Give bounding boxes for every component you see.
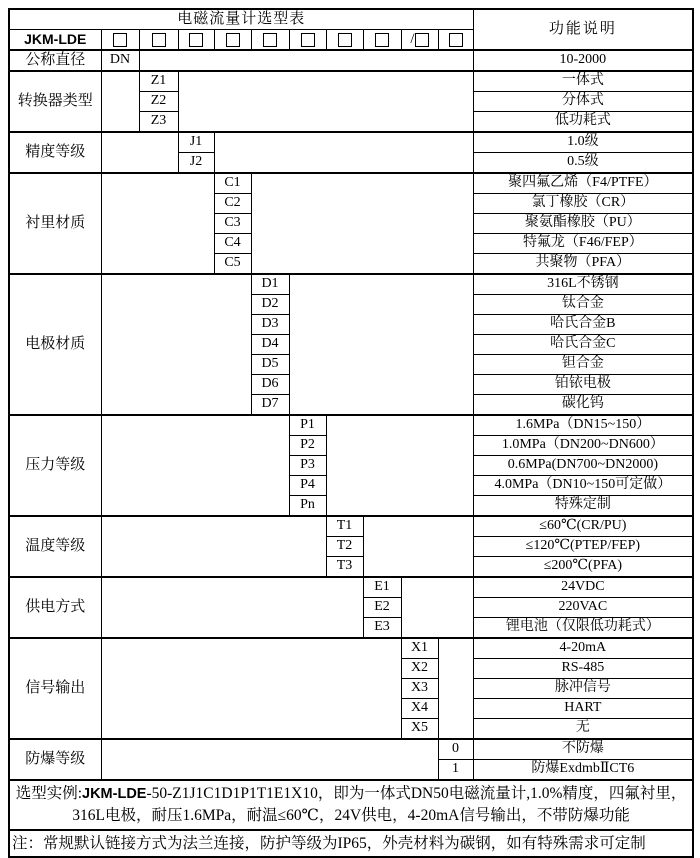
option-desc: 脉冲信号 bbox=[473, 679, 693, 699]
option-code: 0 bbox=[438, 739, 473, 760]
option-desc: 0.5级 bbox=[473, 153, 693, 174]
checkbox-icon bbox=[301, 33, 315, 47]
option-row bbox=[9, 577, 693, 598]
option-code: X4 bbox=[401, 699, 438, 719]
option-desc: 4-20mA bbox=[473, 638, 693, 659]
option-desc: 24VDC bbox=[473, 577, 693, 598]
checkbox-icon bbox=[226, 33, 240, 47]
option-code: P1 bbox=[289, 415, 326, 436]
option-desc: 钽合金 bbox=[473, 355, 693, 375]
option-desc: 铂铱电极 bbox=[473, 375, 693, 395]
option-desc: HART bbox=[473, 699, 693, 719]
empty-region bbox=[326, 415, 473, 516]
option-desc: 一体式 bbox=[473, 71, 693, 92]
empty-region bbox=[101, 71, 139, 132]
option-code: J2 bbox=[178, 153, 214, 174]
empty-region bbox=[401, 577, 473, 638]
option-row bbox=[9, 274, 693, 295]
group-label: 压力等级 bbox=[9, 415, 101, 516]
empty-region bbox=[101, 132, 178, 173]
option-row bbox=[9, 173, 693, 194]
group-label: 信号输出 bbox=[9, 638, 101, 739]
checkbox-icon bbox=[338, 33, 352, 47]
model-prefix: JKM-LDE bbox=[9, 30, 101, 51]
option-code: D3 bbox=[251, 315, 289, 335]
option-code: D5 bbox=[251, 355, 289, 375]
note-text: 注：常规默认链接方式为法兰连接，防护等级为IP65，外壳材料为碳钢，如有特殊需求可定制 bbox=[9, 830, 693, 857]
option-code: Z2 bbox=[139, 92, 178, 112]
empty-region bbox=[214, 132, 473, 173]
empty-region bbox=[251, 173, 473, 274]
empty-region bbox=[139, 50, 473, 71]
checkbox-icon bbox=[189, 33, 203, 47]
option-code: J1 bbox=[178, 132, 214, 153]
option-code: D2 bbox=[251, 295, 289, 315]
model-code-slot bbox=[438, 30, 473, 51]
empty-region bbox=[289, 274, 473, 415]
model-code-slot bbox=[401, 30, 438, 51]
option-desc: 哈氏合金C bbox=[473, 335, 693, 355]
model-code-slot bbox=[101, 30, 139, 51]
option-desc: 0.6MPa(DN700~DN2000) bbox=[473, 456, 693, 476]
option-desc: ≤120℃(PTEP/FEP) bbox=[473, 537, 693, 557]
group-label: 转换器类型 bbox=[9, 71, 101, 132]
selection-example bbox=[9, 780, 693, 830]
option-code: D4 bbox=[251, 335, 289, 355]
model-code-slot bbox=[178, 30, 214, 51]
option-code: E1 bbox=[363, 577, 401, 598]
option-row bbox=[9, 638, 693, 659]
option-code: Z1 bbox=[139, 71, 178, 92]
option-desc: 1.0MPa（DN200~DN600） bbox=[473, 436, 693, 456]
model-code-slot bbox=[363, 30, 401, 51]
option-code: D7 bbox=[251, 395, 289, 416]
example-model: JKM-LDE bbox=[82, 786, 147, 802]
option-code: X5 bbox=[401, 719, 438, 740]
option-code: T1 bbox=[326, 516, 363, 537]
checkbox-icon bbox=[152, 33, 166, 47]
group-label: 防爆等级 bbox=[9, 739, 101, 780]
model-code-slot bbox=[139, 30, 178, 51]
option-desc: 4.0MPa（DN10~150可定做） bbox=[473, 476, 693, 496]
title-row bbox=[9, 9, 693, 30]
option-desc: 防爆ExdmbⅡCT6 bbox=[473, 760, 693, 781]
function-column-header: 功能说明 bbox=[473, 9, 693, 50]
option-desc: 特殊定制 bbox=[473, 496, 693, 517]
option-code: C4 bbox=[214, 234, 251, 254]
option-desc: 无 bbox=[473, 719, 693, 740]
empty-region bbox=[101, 274, 251, 415]
option-desc: 共聚物（PFA） bbox=[473, 254, 693, 275]
group-label: 温度等级 bbox=[9, 516, 101, 577]
option-desc: 锂电池（仅限低功耗式） bbox=[473, 618, 693, 639]
option-code: C3 bbox=[214, 214, 251, 234]
option-code: X2 bbox=[401, 659, 438, 679]
example-label: 选型实例: bbox=[15, 785, 83, 802]
option-desc: 哈氏合金B bbox=[473, 315, 693, 335]
option-code: P4 bbox=[289, 476, 326, 496]
example-text: -50-Z1J1C1D1P1T1E1X10，即为一体式DN50电磁流量计,1.0%精度，四氟衬里，316L电极，耐压1.6MPa，耐温≤60℃，24V供电，4-20mA信号输出，不带防爆功能 bbox=[72, 785, 687, 824]
option-desc: 聚氨酯橡胶（PU） bbox=[473, 214, 693, 234]
option-desc: ≤200℃(PFA) bbox=[473, 557, 693, 578]
option-row bbox=[9, 415, 693, 436]
empty-region bbox=[101, 173, 214, 274]
selection-table bbox=[8, 8, 694, 858]
option-code: E2 bbox=[363, 598, 401, 618]
empty-region bbox=[178, 71, 473, 132]
group-label: 精度等级 bbox=[9, 132, 101, 173]
option-desc: 不防爆 bbox=[473, 739, 693, 760]
empty-region bbox=[363, 516, 473, 577]
option-desc: 碳化钨 bbox=[473, 395, 693, 416]
group-label: 电极材质 bbox=[9, 274, 101, 415]
table-title: 电磁流量计选型表 bbox=[9, 9, 473, 30]
checkbox-icon bbox=[113, 33, 127, 47]
option-row bbox=[9, 50, 693, 71]
option-desc: RS-485 bbox=[473, 659, 693, 679]
option-desc: 低功耗式 bbox=[473, 112, 693, 133]
option-code: D6 bbox=[251, 375, 289, 395]
note-row bbox=[9, 830, 693, 857]
option-row bbox=[9, 71, 693, 92]
option-row bbox=[9, 132, 693, 153]
option-code: X1 bbox=[401, 638, 438, 659]
option-code: DN bbox=[101, 50, 139, 71]
checkbox-icon bbox=[449, 33, 463, 47]
option-code: C5 bbox=[214, 254, 251, 275]
option-desc: 316L不锈钢 bbox=[473, 274, 693, 295]
model-code-slot bbox=[214, 30, 251, 51]
option-code: E3 bbox=[363, 618, 401, 639]
option-desc: 聚四氟乙烯（F4/PTFE） bbox=[473, 173, 693, 194]
option-code: P3 bbox=[289, 456, 326, 476]
group-label: 供电方式 bbox=[9, 577, 101, 638]
option-desc: 氯丁橡胶（CR） bbox=[473, 194, 693, 214]
option-code: C1 bbox=[214, 173, 251, 194]
checkbox-icon bbox=[375, 33, 389, 47]
option-row bbox=[9, 739, 693, 760]
option-desc: ≤60℃(CR/PU) bbox=[473, 516, 693, 537]
empty-region bbox=[101, 638, 401, 739]
option-desc: 1.0级 bbox=[473, 132, 693, 153]
group-label: 公称直径 bbox=[9, 50, 101, 71]
checkbox-icon bbox=[263, 33, 277, 47]
option-code: Z3 bbox=[139, 112, 178, 133]
option-code: X3 bbox=[401, 679, 438, 699]
model-code-slot bbox=[289, 30, 326, 51]
option-desc: 钛合金 bbox=[473, 295, 693, 315]
option-code: D1 bbox=[251, 274, 289, 295]
group-label: 衬里材质 bbox=[9, 173, 101, 274]
empty-region bbox=[101, 415, 289, 516]
checkbox-icon bbox=[415, 33, 429, 47]
empty-region bbox=[101, 577, 363, 638]
option-desc: 220VAC bbox=[473, 598, 693, 618]
option-desc: 1.6MPa（DN15~150） bbox=[473, 415, 693, 436]
option-desc: 特氟龙（F46/FEP） bbox=[473, 234, 693, 254]
example-row bbox=[9, 780, 693, 830]
option-code: T3 bbox=[326, 557, 363, 578]
model-code-slot bbox=[326, 30, 363, 51]
empty-region bbox=[101, 516, 326, 577]
option-code: Pn bbox=[289, 496, 326, 517]
empty-region bbox=[438, 638, 473, 739]
option-code: C2 bbox=[214, 194, 251, 214]
option-code: T2 bbox=[326, 537, 363, 557]
option-desc: 分体式 bbox=[473, 92, 693, 112]
option-desc: 10-2000 bbox=[473, 50, 693, 71]
slash-mark: / bbox=[410, 30, 415, 47]
option-code: 1 bbox=[438, 760, 473, 781]
model-code-slot bbox=[251, 30, 289, 51]
option-code: P2 bbox=[289, 436, 326, 456]
empty-region bbox=[101, 739, 438, 780]
option-row bbox=[9, 516, 693, 537]
